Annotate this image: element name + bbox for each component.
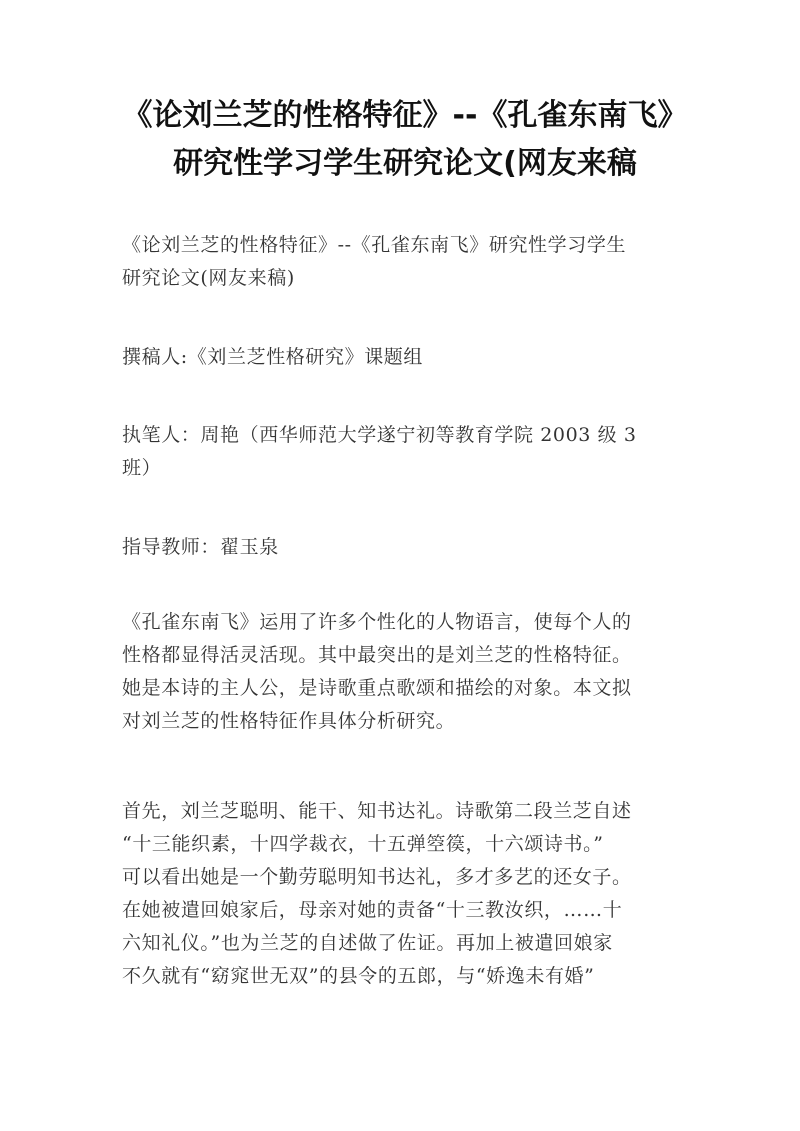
text-line: 《论刘兰芝的性格特征》--《孔雀东南飞》研究性学习学生 xyxy=(122,234,627,256)
text-line: 六知礼仪。”也为兰芝的自述做了佐证。再加上被遣回娘家 xyxy=(122,932,613,954)
text-line: 执笔人：周艳（西华师范大学遂宁初等教育学院 2003 级 3 xyxy=(122,424,637,446)
title-line: 《论刘兰芝的性格特征》--《孔雀东南飞》 xyxy=(122,98,688,133)
text-line: 她是本诗的主人公，是诗歌重点歌颂和描绘的对象。本文拟 xyxy=(122,677,632,699)
text-line: 在她被遣回娘家后，母亲对她的责备“十三教汝织，……十 xyxy=(122,899,623,921)
text-line: 性格都显得活灵活现。其中最突出的是刘兰芝的性格特征。 xyxy=(122,644,632,666)
text-line: 可以看出她是一个勤劳聪明知书达礼，多才多艺的还女子。 xyxy=(122,866,632,888)
text-line: 撰稿人:《刘兰芝性格研究》课题组 xyxy=(122,346,424,368)
text-line: 不久就有“窈窕世无双”的县令的五郎，与“娇逸未有婚” xyxy=(122,965,595,987)
document-title xyxy=(100,92,710,188)
text-line: 班） xyxy=(122,457,162,479)
text-line: 研究论文(网友来稿) xyxy=(122,267,295,289)
text-line: “十三能织素，十四学裁衣，十五弹箜篌，十六颂诗书。” xyxy=(122,833,604,855)
intro-paragraph xyxy=(122,606,684,738)
advisor-paragraph xyxy=(122,531,684,564)
text-line: 对刘兰芝的性格特征作具体分析研究。 xyxy=(122,710,456,732)
author-group-paragraph xyxy=(122,341,684,374)
text-line: 指导教师：翟玉泉 xyxy=(122,536,279,558)
text-line: 首先，刘兰芝聪明、能干、知书达礼。诗歌第二段兰芝自述 xyxy=(122,800,632,822)
title-line: 研究性学习学生研究论文(网友来稿 xyxy=(173,146,637,181)
analysis-paragraph xyxy=(122,795,684,993)
subtitle-paragraph xyxy=(122,229,684,295)
writer-paragraph xyxy=(122,419,684,485)
text-line: 《孔雀东南飞》运用了许多个性化的人物语言，使每个人的 xyxy=(122,611,632,633)
